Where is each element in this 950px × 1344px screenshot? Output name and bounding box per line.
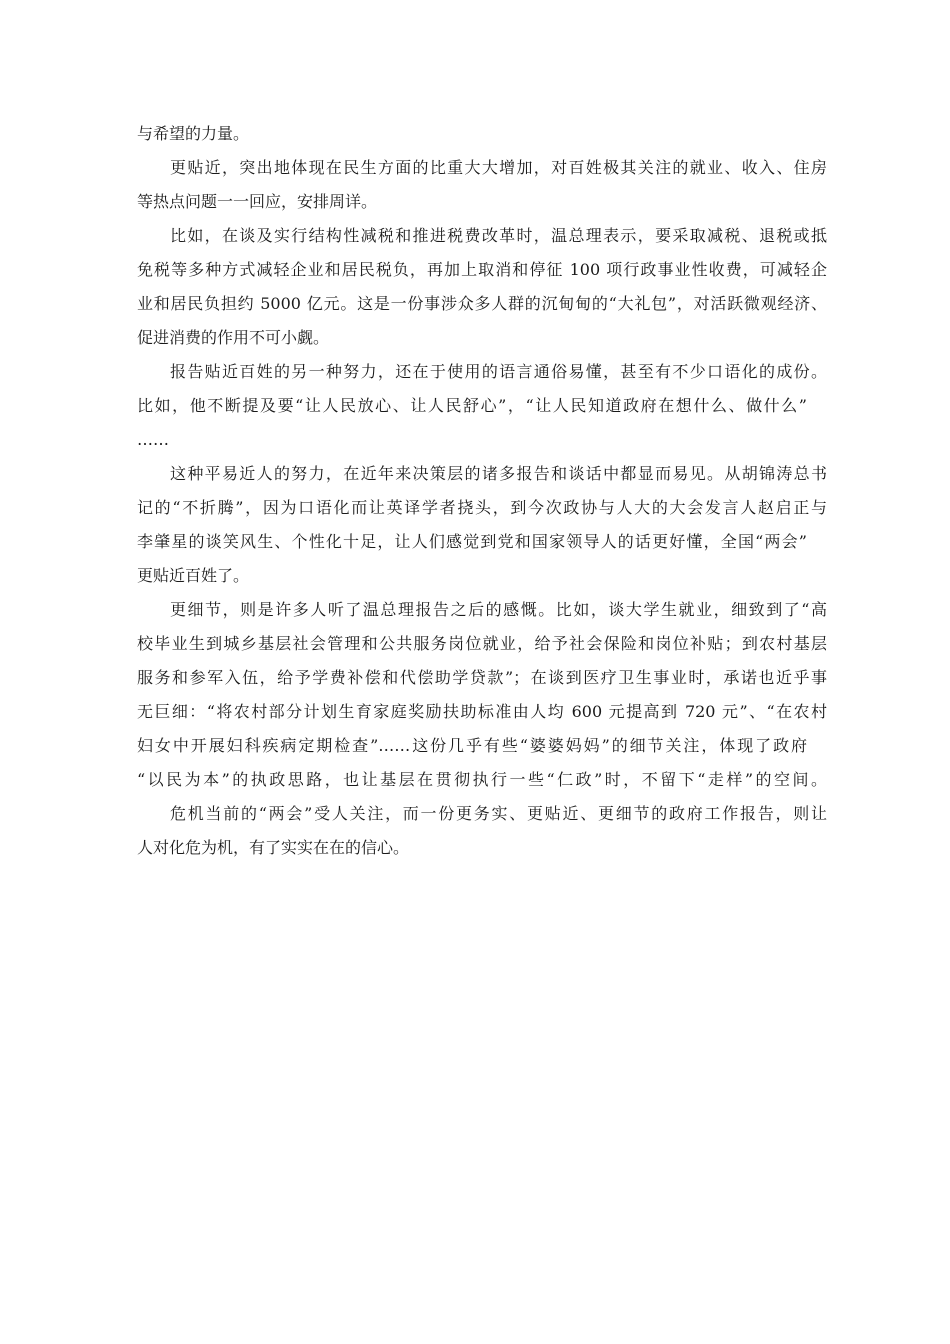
text-line: 业和居民负担约 5000 亿元。这是一份事涉众多人群的沉甸甸的“大礼包”，对活跃微观经济、 bbox=[137, 294, 827, 313]
text-line: 这种平易近人的努力，在近年来决策层的诸多报告和谈话中都显而易见。从胡锦涛总书 bbox=[170, 464, 827, 483]
text-line: 促进消费的作用不可小觑。 bbox=[137, 328, 330, 347]
text-line: 校毕业生到城乡基层社会管理和公共服务岗位就业，给予社会保险和岗位补贴；到农村基层 bbox=[137, 634, 827, 653]
text-line: …… bbox=[137, 430, 169, 449]
text-line: 妇女中开展妇科疾病定期检查”……这份几乎有些“婆婆妈妈”的细节关注，体现了政府 bbox=[137, 736, 807, 755]
text-line: 记的“不折腾”，因为口语化而让英译学者挠头，到今次政协与人大的大会发言人赵启正与 bbox=[137, 498, 827, 517]
text-line: 比如，在谈及实行结构性减税和推进税费改革时，温总理表示，要采取减税、退税或抵 bbox=[170, 226, 827, 245]
document-body bbox=[137, 117, 827, 865]
text-line: 更贴近，突出地体现在民生方面的比重大大增加，对百姓极其关注的就业、收入、住房 bbox=[170, 158, 827, 177]
text-line: 李肇星的谈笑风生、个性化十足，让人们感觉到党和国家领导人的话更好懂，全国“两会” bbox=[137, 532, 807, 551]
text-line: 与希望的力量。 bbox=[137, 124, 250, 143]
text-line: 报告贴近百姓的另一种努力，还在于使用的语言通俗易懂，甚至有不少口语化的成份。 bbox=[170, 362, 827, 381]
text-line: 服务和参军入伍，给予学费补偿和代偿助学贷款”；在谈到医疗卫生事业时，承诺也近乎事 bbox=[137, 668, 827, 687]
text-line: 人对化危为机，有了实实在在的信心。 bbox=[137, 838, 410, 857]
text-line: 等热点问题一一回应，安排周详。 bbox=[137, 192, 378, 211]
text-line: 危机当前的“两会”受人关注，而一份更务实、更贴近、更细节的政府工作报告，则让 bbox=[170, 804, 827, 823]
text-line: “以民为本”的执政思路，也让基层在贯彻执行一些“仁政”时，不留下“走样”的空间。 bbox=[137, 770, 827, 789]
text-line: 比如，他不断提及要“让人民放心、让人民舒心”，“让人民知道政府在想什么、做什么” bbox=[137, 396, 807, 415]
text-line: 更贴近百姓了。 bbox=[137, 566, 250, 585]
text-line: 更细节，则是许多人听了温总理报告之后的感慨。比如，谈大学生就业，细致到了“高 bbox=[170, 600, 827, 619]
text-line: 免税等多种方式减轻企业和居民税负，再加上取消和停征 100 项行政事业性收费，可减轻企 bbox=[137, 260, 827, 279]
text-line: 无巨细：“将农村部分计划生育家庭奖励扶助标准由人均 600 元提高到 720 元”、“在农村 bbox=[137, 702, 827, 721]
